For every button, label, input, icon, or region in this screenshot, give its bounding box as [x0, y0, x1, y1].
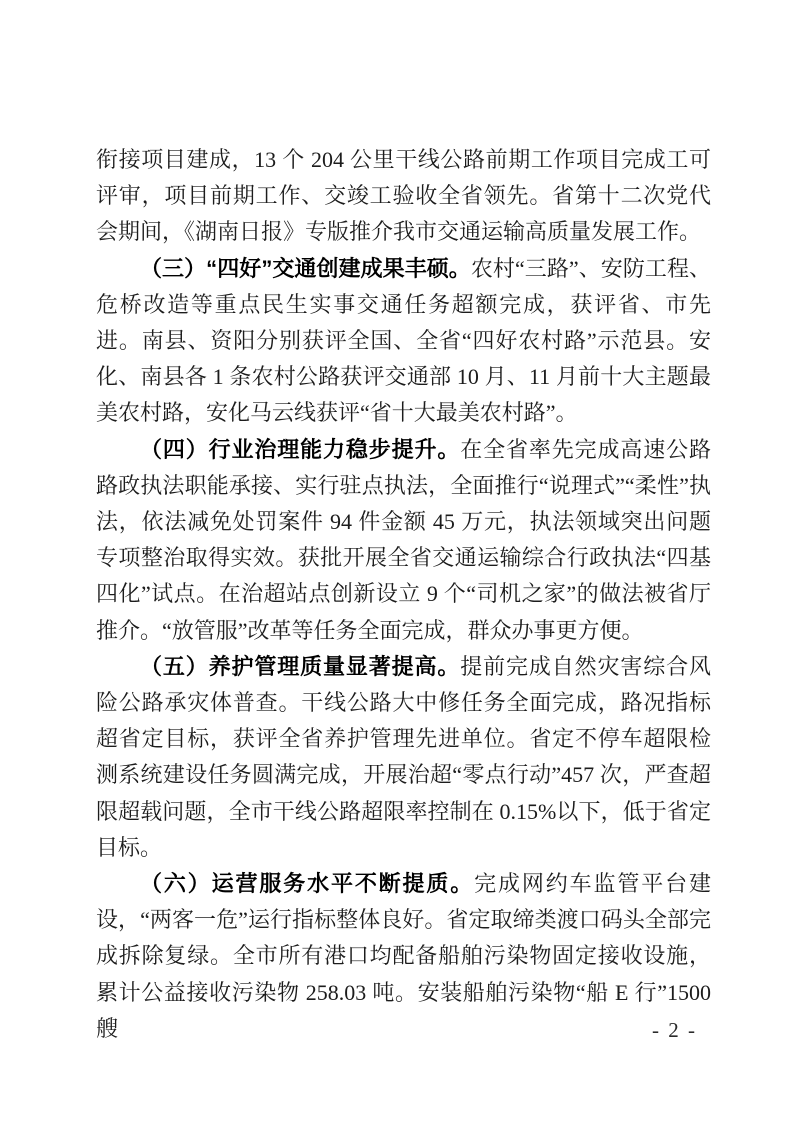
section-heading-5: （五）养护管理质量显著提高。	[140, 653, 461, 679]
section-body-4: 在全省率先完成高速公路路政执法职能承接、实行驻点执法，全面推行“说理式”“柔性”执法，依法减免处罚案件 94 件金额 45 万元，执法领域突出问题专项整治取得实效。获批开展全省交通运输综合行政执法“四基四化”试点。在治超站点创新设立 9 个“司机之家”的做法被省厅推介。“放管服”改革等任务全面完成，群众办事更方便。	[96, 436, 711, 643]
section-heading-3: （三）“四好”交通创建成果丰硕。	[140, 255, 471, 281]
section-heading-6: （六）运营服务水平不断提质。	[140, 871, 475, 897]
paragraph-continuation: 衔接项目建成，13 个 204 公里干线公路前期工作项目完成工可评审，项目前期工作、交竣工验收全省领先。省第十二次党代会期间，《湖南日报》专版推介我市交通运输高质量发展工作。	[96, 147, 711, 245]
paragraph-section-3	[96, 251, 711, 432]
paragraph-section-5	[96, 649, 711, 866]
section-body-6: 完成网约车监管平台建设，“两客一危”运行指标整体良好。省定取缔类渡口码头全部完成拆除复绿。全市所有港口均配备船舶污染物固定接收设施，累计公益接收污染物 258.03 吨。安装船舶污染物“船 E 行”1500 艘	[96, 871, 711, 1041]
paragraph-section-4	[96, 432, 711, 649]
section-heading-4: （四）行业治理能力稳步提升。	[140, 436, 461, 462]
paragraph-section-6	[96, 866, 711, 1047]
section-body-3: 农村“三路”、安防工程、危桥改造等重点民生实事交通任务超额完成，获评省、市先进。南县、资阳分别获评全国、全省“四好农村路”示范县。安化、南县各 1 条农村公路获评交通部 10 月、11 月前十大主题最美农村路，安化马云线获评“省十大最美农村路”。	[96, 255, 711, 426]
document-body	[96, 142, 711, 1047]
page-number: - 2 -	[652, 1018, 697, 1042]
section-body-5: 提前完成自然灾害综合风险公路承灾体普查。干线公路大中修任务全面完成，路况指标超省定目标，获评全省养护管理先进单位。省定不停车超限检测系统建设任务圆满完成，开展治超“零点行动”457 次，严查超限超载问题，全市干线公路超限率控制在 0.15%以下，低于省定目标。	[96, 653, 711, 860]
